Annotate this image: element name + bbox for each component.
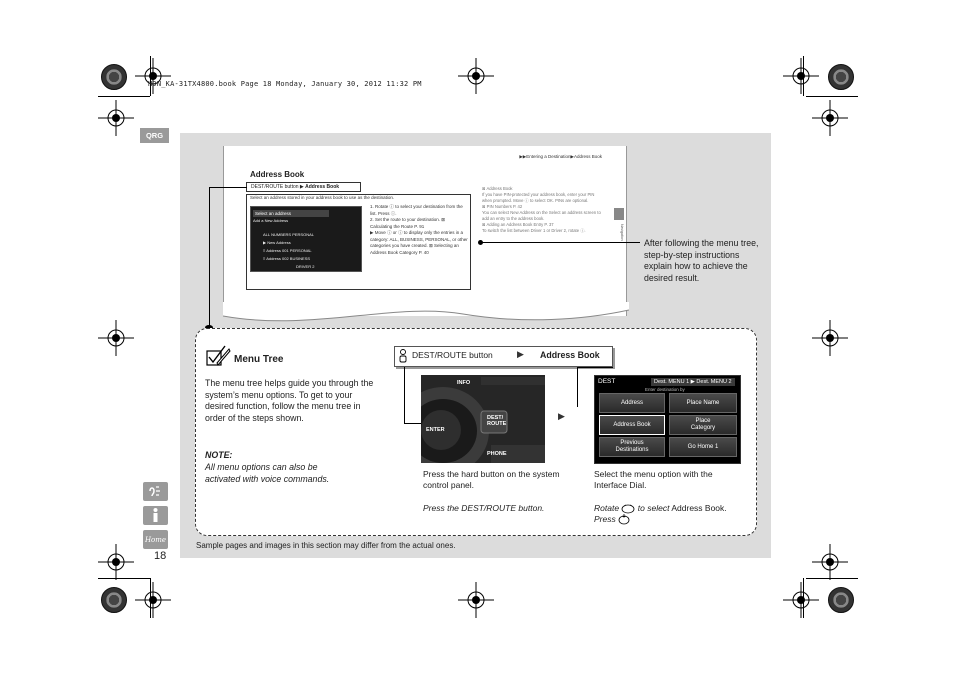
to-select-label: to select (637, 503, 670, 513)
sample-steps (370, 204, 468, 256)
home-icon-label: Home (144, 536, 167, 544)
tree-connector (404, 367, 405, 423)
registration-mark-icon (98, 544, 134, 580)
menu-tree-title: Menu Tree (234, 354, 284, 365)
phone-button-label: PHONE (487, 451, 507, 457)
right-caption-instruction (594, 503, 754, 525)
sample-screen-sub: Add a New Address (253, 218, 289, 223)
sample-screen-title: Select an address (253, 210, 329, 217)
crop-mark (806, 96, 858, 97)
nav-screen (594, 375, 741, 464)
press-label: Press (594, 514, 616, 524)
right-caption: Select the menu option with the Interface Dial. (594, 469, 713, 490)
registration-mark-icon (812, 100, 848, 136)
interface-dial-icon (621, 504, 635, 514)
nav-screen-menu-header: Dest. MENU 1 ▶ Dest. MENU 2 (651, 378, 735, 386)
note-title: NOTE: (205, 450, 233, 460)
nav-cell-go-home[interactable] (669, 437, 737, 457)
sample-note: If you have PIN-protected your address book, enter your PIN when prompted. Move ⓘ to select OK. PINs are optional. (482, 192, 595, 203)
menu-tree-button-label: DEST/ROUTE button (412, 350, 493, 360)
callout-leader (478, 240, 483, 245)
printer-rosette (101, 64, 127, 90)
registration-mark-icon (135, 58, 171, 94)
left-caption-italic (423, 503, 583, 514)
registration-mark-icon (135, 582, 171, 618)
menu-tree-connector (209, 187, 247, 188)
registration-mark-icon (783, 582, 819, 618)
print-header: HDN_KA-31TX4800.book Page 18 Monday, January 30, 2012 11:32 PM (148, 80, 422, 88)
press-dial-icon (618, 514, 630, 525)
page-wave-edge (223, 302, 629, 330)
sample-note: ⊠ Adding an Address Book Entry P. 37 (482, 222, 554, 227)
registration-mark-icon (783, 58, 819, 94)
callout-leader (480, 242, 640, 243)
sample-screen-row: ALL NUMBERS PERSONAL (263, 232, 314, 237)
sample-screen-row: ≡ Address 001 PERSONAL (263, 248, 312, 253)
page-number: 18 (154, 550, 167, 562)
nav-cell-label: Place Name (686, 399, 720, 406)
nav-cell-previous-destinations[interactable] (599, 437, 665, 457)
sample-tree-dest: Address Book (305, 184, 340, 190)
enter-button-label: ENTER (426, 427, 445, 433)
sample-menu-tree (246, 182, 361, 192)
info-button-label: INFO (457, 380, 471, 386)
nav-screen-dest: DEST (598, 378, 616, 385)
left-caption: Press the hard button on the system control panel. (423, 469, 560, 490)
menu-tree-connector (209, 187, 210, 328)
registration-mark-icon (812, 320, 848, 356)
registration-mark-icon (98, 100, 134, 136)
sample-side-notes (482, 186, 602, 234)
voice-command-icon[interactable] (143, 482, 168, 501)
registration-mark-icon (458, 582, 494, 618)
sample-screen-row: ▶ New Address (263, 240, 291, 245)
nav-cell-address[interactable] (599, 393, 665, 413)
info-icon[interactable] (143, 506, 168, 525)
nav-cell-place-category[interactable] (669, 415, 737, 435)
sample-note: You can select New Address on the Select an address screen to add an entry to the address book. (482, 210, 601, 221)
pencil-check-icon (205, 343, 231, 369)
tree-connector (577, 367, 613, 368)
printer-rosette (828, 587, 854, 613)
registration-mark-icon (98, 320, 134, 356)
rotate-label: Rotate (594, 503, 620, 513)
hard-button-icon (398, 349, 408, 363)
sample-tree-button: DEST/ROUTE button (251, 184, 299, 190)
nav-cell-label: Previous Destinations (615, 440, 649, 453)
target-label: Address Book. (671, 503, 727, 513)
step-arrow: ▶ (558, 411, 565, 421)
tree-connector (577, 367, 578, 407)
sample-screen-row: ≡ Address 002 BUSINESS (263, 256, 311, 261)
menu-tree-destination: Address Book (540, 350, 600, 360)
sample-note: ⊠ PIN Numbers P. 42 (482, 204, 523, 209)
control-panel-photo (421, 375, 545, 463)
sample-side-tab (614, 208, 624, 220)
nav-cell-place-name[interactable] (669, 393, 737, 413)
note-body: All menu options can also be activated with voice commands. (205, 462, 330, 484)
menu-tree-description: The menu tree helps guide you through the system’s menu options. To get to your desired function, follow the menu tree in order of the steps shown. (205, 378, 374, 423)
sample-side-label: Navigation (620, 224, 624, 241)
registration-mark-icon (458, 58, 494, 94)
left-caption-instruction: Press the DEST/ROUTE button. (423, 503, 545, 513)
sample-screen-row: DRIVER 2 (296, 264, 315, 269)
nav-cell-label: Address (620, 399, 643, 406)
registration-mark-icon (812, 544, 848, 580)
footer-note: Sample pages and images in this section may differ from the actual ones. (196, 541, 456, 550)
nav-cell-address-book[interactable] (599, 415, 665, 435)
printer-rosette (828, 64, 854, 90)
nav-cell-label: Go Home 1 (687, 443, 719, 450)
sample-description: Select an address stored in your address book to use as the destination. (250, 195, 395, 200)
sample-step: 1. Rotate ⓘ to select your destination from the list. Press ⓘ. (370, 204, 463, 216)
menu-tree-arrow: ▶ (517, 349, 524, 359)
sample-step: 2. Set the route to your destination. ⊠ Calculating the Route P. 91 (370, 217, 446, 229)
sample-screen (250, 206, 362, 272)
sample-title: Address Book (250, 170, 305, 179)
sample-note: ⊠ Address Book (482, 186, 513, 191)
nav-cell-label: Place Category (690, 418, 716, 431)
sample-tree-arrow: ▶ (299, 184, 306, 190)
home-icon[interactable] (143, 530, 168, 549)
sample-page (223, 146, 627, 316)
nav-screen-hint: Enter destination by (645, 387, 685, 392)
nav-cell-label: Address Book (613, 421, 651, 428)
callout-text: After following the menu tree, step-by-step instructions explain how to achieve the desired result. (644, 238, 759, 283)
sample-step: ▶ Move ⓘ or ⓘ to display only the entries in a category: ALL, BUSINESS, PERSONAL, or other categories you have created. ⊠ Selecting an Address Book Category P. 40 (370, 230, 468, 255)
sample-note: To switch the list between Driver 1 or Driver 2, rotate ⓘ. (482, 228, 586, 233)
dest-route-button-label: DEST/ ROUTE (487, 415, 507, 427)
printer-rosette (101, 587, 127, 613)
crop-mark (98, 96, 150, 97)
sample-breadcrumb: ▶▶Entering a Destination▶Address Book (519, 154, 602, 159)
qrg-tab[interactable]: QRG (140, 128, 169, 143)
